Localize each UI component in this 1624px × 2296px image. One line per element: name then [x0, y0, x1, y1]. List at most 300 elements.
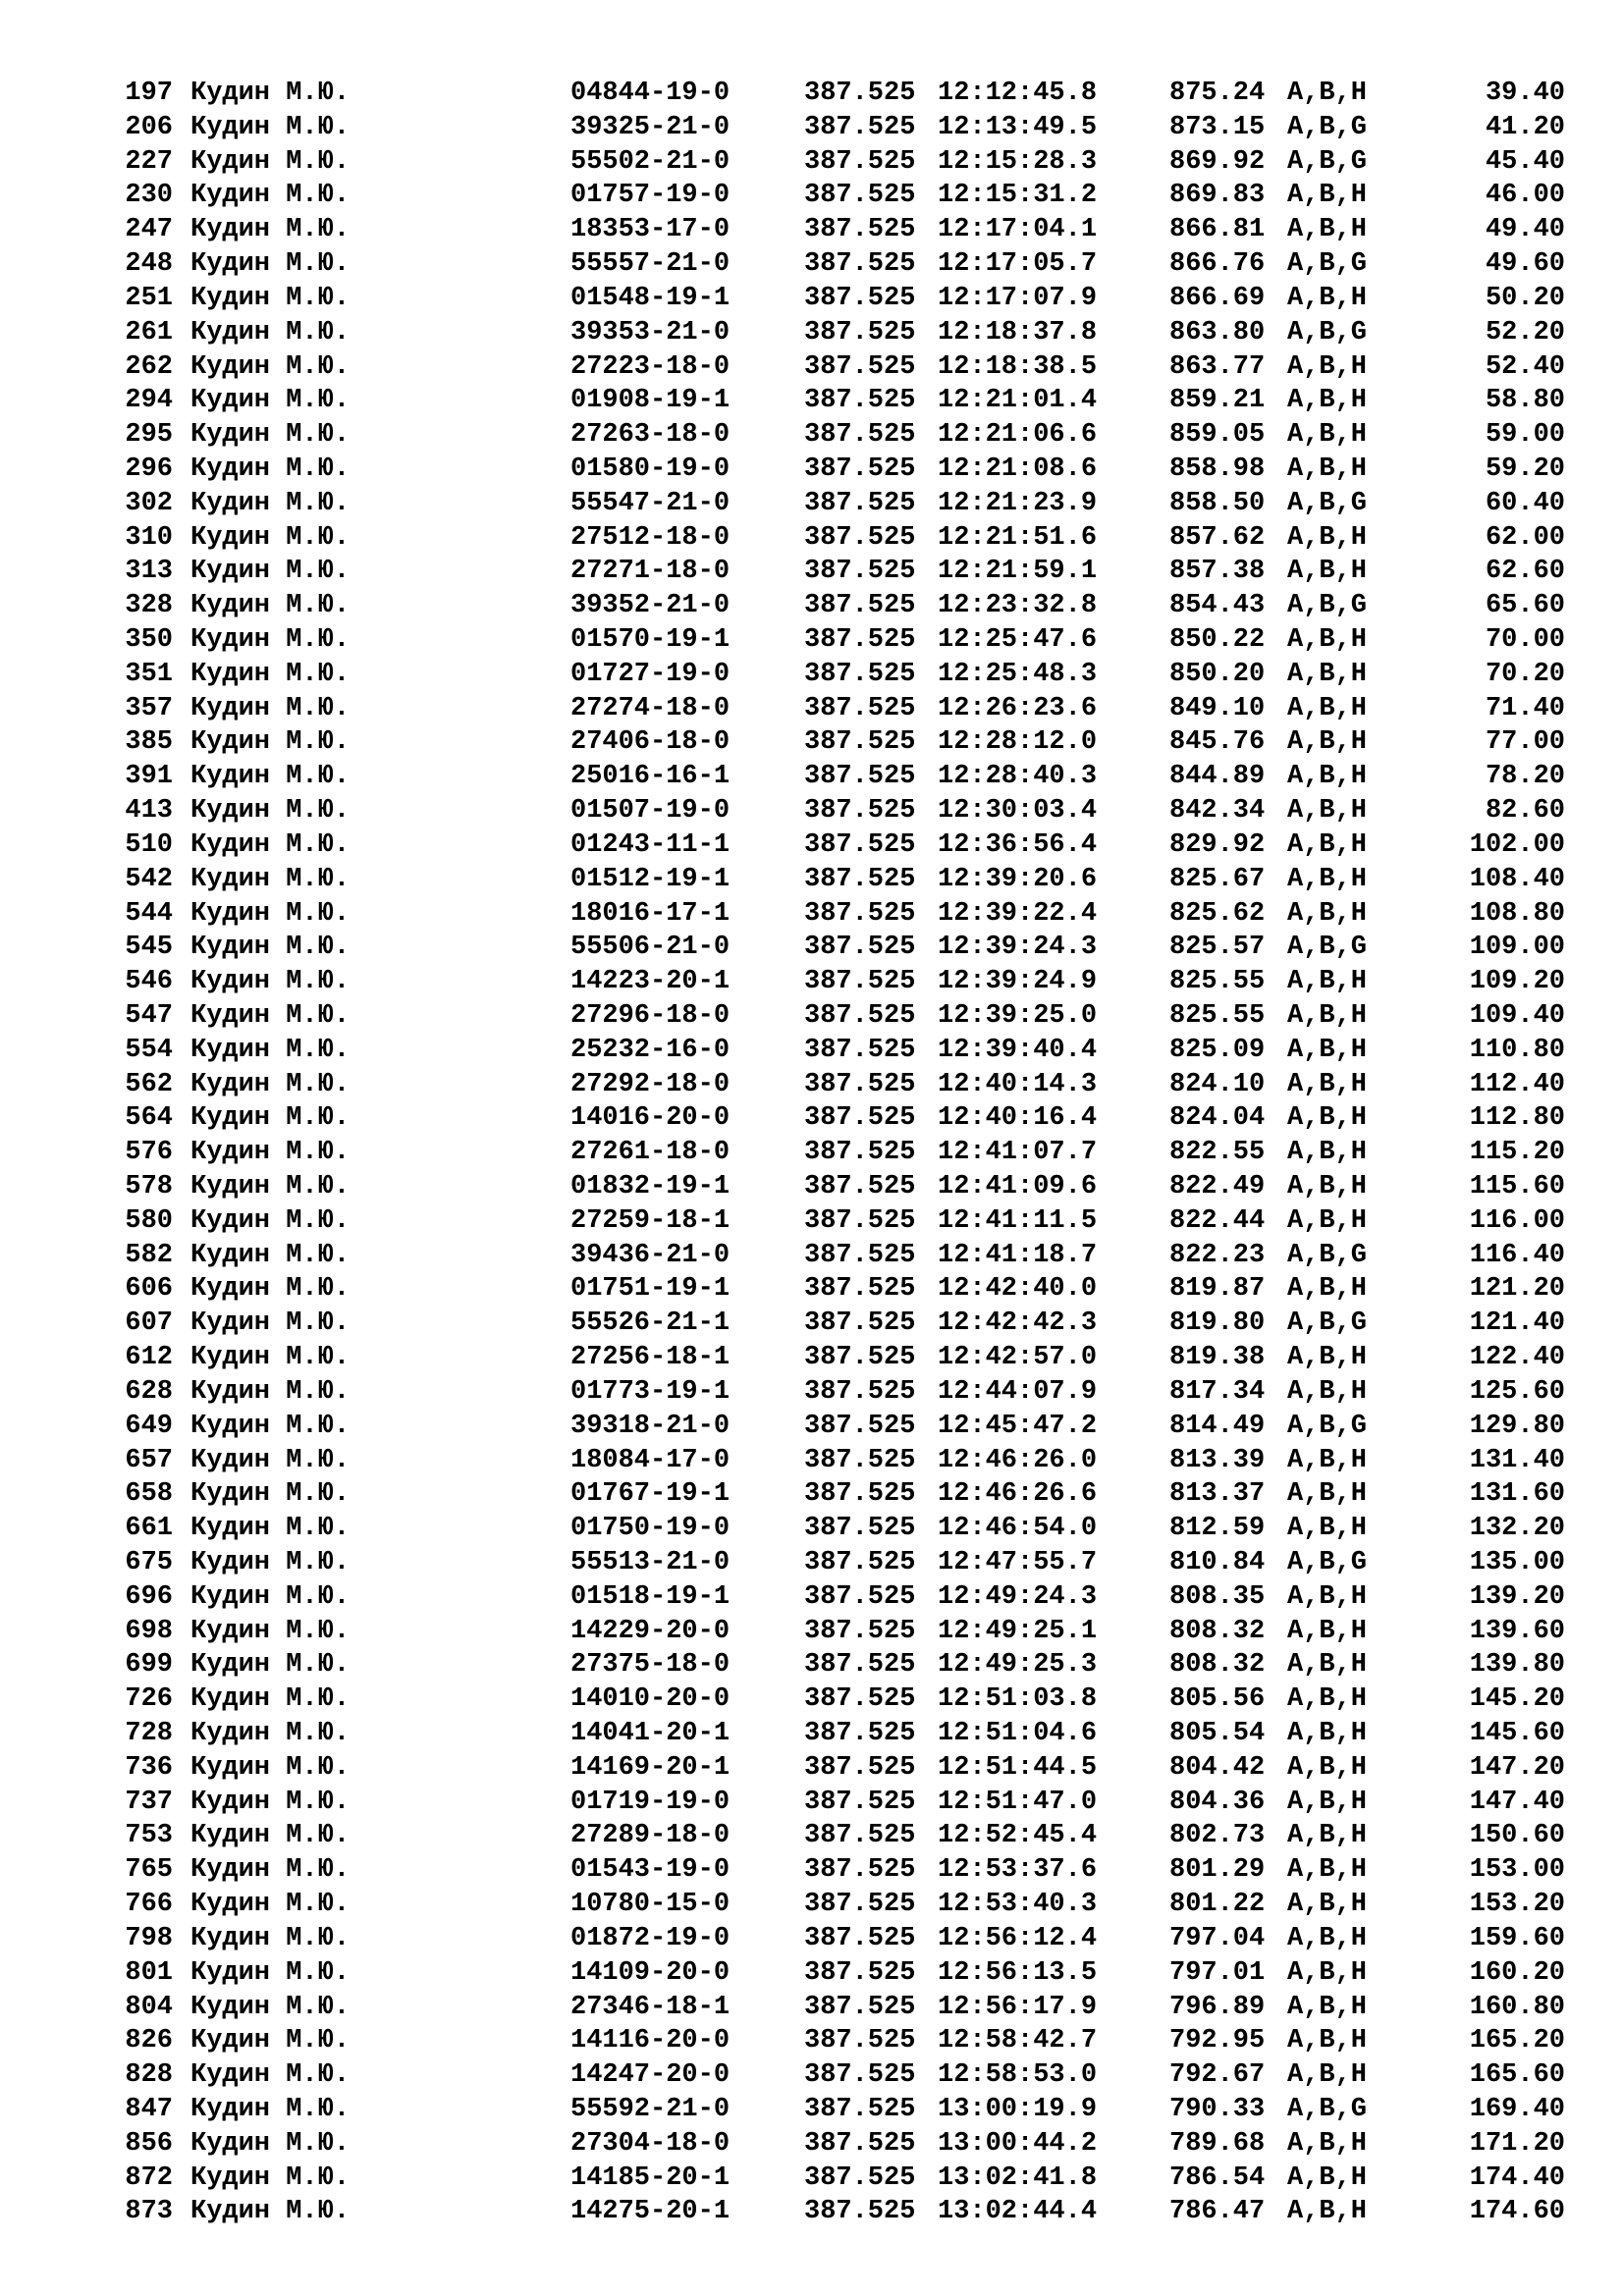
ring-id: 25016-16-1 [570, 762, 731, 792]
table-row [0, 1101, 1624, 1136]
distance-value: 387.525 [804, 1205, 916, 1236]
category-codes: A,B,H [1287, 1445, 1368, 1475]
category-codes: A,B,H [1287, 283, 1368, 313]
table-row [0, 2127, 1624, 2162]
arrival-time: 12:15:31.2 [938, 181, 1098, 211]
points-value: 71.40 [1485, 693, 1565, 723]
distance-value: 387.525 [804, 181, 916, 211]
points-value: 139.80 [1469, 1650, 1565, 1681]
ring-id: 27289-18-0 [570, 1821, 731, 1851]
category-codes: A,B,H [1287, 1752, 1368, 1783]
table-row [0, 1717, 1624, 1751]
participant-name: Кудин М.Ю. [190, 1000, 351, 1031]
row-number: 294 [125, 386, 173, 416]
points-value: 174.40 [1469, 2163, 1565, 2193]
table-row [0, 555, 1624, 589]
points-value: 108.80 [1469, 898, 1565, 929]
arrival-time: 12:56:12.4 [938, 1923, 1098, 1953]
row-number: 542 [125, 864, 173, 894]
row-number: 765 [125, 1855, 173, 1886]
arrival-time: 12:52:45.4 [938, 1821, 1098, 1851]
participant-name: Кудин М.Ю. [190, 1752, 351, 1783]
table-row [0, 589, 1624, 623]
ring-id: 14010-20-0 [570, 1684, 731, 1715]
table-row [0, 623, 1624, 658]
points-value: 147.40 [1469, 1787, 1565, 1817]
distance-value: 387.525 [804, 1581, 916, 1612]
table-row [0, 999, 1624, 1034]
distance-value: 387.525 [804, 727, 916, 758]
table-row [0, 1648, 1624, 1682]
arrival-time: 12:58:53.0 [938, 2060, 1098, 2091]
table-row [0, 453, 1624, 487]
distance-value: 387.525 [804, 1479, 916, 1510]
points-value: 122.40 [1469, 1343, 1565, 1373]
category-codes: A,B,H [1287, 557, 1368, 587]
table-row [0, 1956, 1624, 1991]
speed-value: 797.01 [1169, 1957, 1266, 1988]
arrival-time: 12:40:16.4 [938, 1103, 1098, 1134]
row-number: 310 [125, 522, 173, 553]
category-codes: A,B,G [1287, 1240, 1368, 1270]
distance-value: 387.525 [804, 796, 916, 827]
row-number: 546 [125, 967, 173, 997]
ring-id: 01908-19-1 [570, 386, 731, 416]
ring-id: 27261-18-0 [570, 1138, 731, 1168]
category-codes: A,B,H [1287, 215, 1368, 245]
participant-name: Кудин М.Ю. [190, 146, 351, 177]
participant-name: Кудин М.Ю. [190, 727, 351, 758]
arrival-time: 12:39:24.3 [938, 933, 1098, 963]
points-value: 153.00 [1469, 1855, 1565, 1886]
distance-value: 387.525 [804, 1821, 916, 1851]
arrival-time: 12:13:49.5 [938, 112, 1098, 142]
table-row [0, 1170, 1624, 1204]
table-row [0, 2024, 1624, 2058]
speed-value: 805.56 [1169, 1684, 1266, 1715]
category-codes: A,B,H [1287, 1103, 1368, 1134]
points-value: 125.60 [1469, 1376, 1565, 1407]
distance-value: 387.525 [804, 1376, 916, 1407]
points-value: 62.60 [1485, 557, 1565, 587]
points-value: 46.00 [1485, 181, 1565, 211]
points-value: 116.00 [1469, 1205, 1565, 1236]
category-codes: A,B,H [1287, 1069, 1368, 1099]
distance-value: 387.525 [804, 1923, 916, 1953]
arrival-time: 12:49:25.1 [938, 1616, 1098, 1646]
ring-id: 01832-19-1 [570, 1172, 731, 1201]
table-row [0, 1786, 1624, 1820]
distance-value: 387.525 [804, 829, 916, 860]
participant-name: Кудин М.Ю. [190, 420, 351, 451]
row-number: 607 [125, 1308, 173, 1339]
ring-id: 55557-21-0 [570, 249, 731, 280]
row-number: 578 [125, 1172, 173, 1201]
speed-value: 863.80 [1169, 317, 1266, 347]
arrival-time: 12:51:03.8 [938, 1684, 1098, 1715]
ring-id: 18016-17-1 [570, 898, 731, 929]
arrival-time: 12:51:44.5 [938, 1752, 1098, 1783]
category-codes: A,B,H [1287, 967, 1368, 997]
points-value: 150.60 [1469, 1821, 1565, 1851]
table-row [0, 1477, 1624, 1512]
ring-id: 27223-18-0 [570, 351, 731, 382]
participant-name: Кудин М.Ю. [190, 215, 351, 245]
distance-value: 387.525 [804, 1308, 916, 1339]
points-value: 62.00 [1485, 522, 1565, 553]
arrival-time: 13:02:41.8 [938, 2163, 1098, 2193]
arrival-time: 12:21:59.1 [938, 557, 1098, 587]
category-codes: A,B,H [1287, 1479, 1368, 1510]
arrival-time: 12:44:07.9 [938, 1376, 1098, 1407]
speed-value: 808.32 [1169, 1650, 1266, 1681]
ring-id: 55592-21-0 [570, 2094, 731, 2124]
table-row [0, 863, 1624, 897]
distance-value: 387.525 [804, 488, 916, 518]
speed-value: 824.10 [1169, 1069, 1266, 1099]
points-value: 174.60 [1469, 2197, 1565, 2227]
ring-id: 27274-18-0 [570, 693, 731, 723]
arrival-time: 12:18:37.8 [938, 317, 1098, 347]
table-row [0, 658, 1624, 692]
row-number: 302 [125, 488, 173, 518]
row-number: 357 [125, 693, 173, 723]
participant-name: Кудин М.Ю. [190, 864, 351, 894]
category-codes: A,B,H [1287, 659, 1368, 689]
distance-value: 387.525 [804, 2060, 916, 2091]
ring-id: 01512-19-1 [570, 864, 731, 894]
table-row [0, 77, 1624, 111]
distance-value: 387.525 [804, 1752, 916, 1783]
table-row [0, 2162, 1624, 2196]
ring-id: 01243-11-1 [570, 829, 731, 860]
arrival-time: 12:45:47.2 [938, 1411, 1098, 1441]
row-number: 726 [125, 1684, 173, 1715]
participant-name: Кудин М.Ю. [190, 249, 351, 280]
points-value: 121.40 [1469, 1308, 1565, 1339]
speed-value: 825.62 [1169, 898, 1266, 929]
row-number: 696 [125, 1581, 173, 1612]
participant-name: Кудин М.Ю. [190, 1205, 351, 1236]
arrival-time: 12:42:42.3 [938, 1308, 1098, 1339]
table-row [0, 1239, 1624, 1273]
row-number: 545 [125, 933, 173, 963]
speed-value: 844.89 [1169, 762, 1266, 792]
participant-name: Кудин М.Ю. [190, 2094, 351, 2124]
category-codes: A,B,G [1287, 1308, 1368, 1339]
arrival-time: 12:21:51.6 [938, 522, 1098, 553]
ring-id: 14016-20-0 [570, 1103, 731, 1134]
speed-value: 812.59 [1169, 1514, 1266, 1544]
arrival-time: 12:30:03.4 [938, 796, 1098, 827]
points-value: 131.40 [1469, 1445, 1565, 1475]
speed-value: 822.44 [1169, 1205, 1266, 1236]
category-codes: A,B,H [1287, 522, 1368, 553]
speed-value: 786.47 [1169, 2197, 1266, 2227]
arrival-time: 12:28:12.0 [938, 727, 1098, 758]
ring-id: 27346-18-1 [570, 1992, 731, 2022]
table-row [0, 1991, 1624, 2025]
participant-name: Кудин М.Ю. [190, 454, 351, 484]
speed-value: 817.34 [1169, 1376, 1266, 1407]
row-number: 350 [125, 625, 173, 655]
participant-name: Кудин М.Ю. [190, 1821, 351, 1851]
participant-name: Кудин М.Ю. [190, 2060, 351, 2091]
table-row [0, 828, 1624, 863]
category-codes: A,B,G [1287, 933, 1368, 963]
arrival-time: 12:26:23.6 [938, 693, 1098, 723]
category-codes: A,B,H [1287, 1205, 1368, 1236]
participant-name: Кудин М.Ю. [190, 1308, 351, 1339]
participant-name: Кудин М.Ю. [190, 1547, 351, 1577]
points-value: 41.20 [1485, 112, 1565, 142]
row-number: 612 [125, 1343, 173, 1373]
distance-value: 387.525 [804, 762, 916, 792]
arrival-time: 12:51:47.0 [938, 1787, 1098, 1817]
participant-name: Кудин М.Ю. [190, 1138, 351, 1168]
distance-value: 387.525 [804, 1616, 916, 1646]
distance-value: 387.525 [804, 1650, 916, 1681]
points-value: 50.20 [1485, 283, 1565, 313]
row-number: 248 [125, 249, 173, 280]
ring-id: 14275-20-1 [570, 2197, 731, 2227]
speed-value: 859.21 [1169, 386, 1266, 416]
arrival-time: 12:42:57.0 [938, 1343, 1098, 1373]
points-value: 139.20 [1469, 1581, 1565, 1612]
row-number: 296 [125, 454, 173, 484]
participant-name: Кудин М.Ю. [190, 829, 351, 860]
participant-name: Кудин М.Ю. [190, 933, 351, 963]
ring-id: 18353-17-0 [570, 215, 731, 245]
ring-id: 01507-19-0 [570, 796, 731, 827]
speed-value: 819.38 [1169, 1343, 1266, 1373]
table-row [0, 760, 1624, 794]
points-value: 70.00 [1485, 625, 1565, 655]
speed-value: 845.76 [1169, 727, 1266, 758]
ring-id: 10780-15-0 [570, 1890, 731, 1920]
ring-id: 39318-21-0 [570, 1411, 731, 1441]
table-row [0, 897, 1624, 932]
category-codes: A,B,H [1287, 1343, 1368, 1373]
row-number: 230 [125, 181, 173, 211]
row-number: 804 [125, 1992, 173, 2022]
category-codes: A,B,H [1287, 898, 1368, 929]
category-codes: A,B,H [1287, 79, 1368, 108]
speed-value: 825.67 [1169, 864, 1266, 894]
ring-id: 27375-18-0 [570, 1650, 731, 1681]
ring-id: 01757-19-0 [570, 181, 731, 211]
row-number: 313 [125, 557, 173, 587]
arrival-time: 12:25:48.3 [938, 659, 1098, 689]
points-value: 165.20 [1469, 2026, 1565, 2056]
table-row [0, 179, 1624, 213]
row-number: 872 [125, 2163, 173, 2193]
participant-name: Кудин М.Ю. [190, 1445, 351, 1475]
distance-value: 387.525 [804, 351, 916, 382]
speed-value: 801.29 [1169, 1855, 1266, 1886]
participant-name: Кудин М.Ю. [190, 796, 351, 827]
participant-name: Кудин М.Ю. [190, 1376, 351, 1407]
points-value: 129.80 [1469, 1411, 1565, 1441]
participant-name: Кудин М.Ю. [190, 522, 351, 553]
points-value: 171.20 [1469, 2128, 1565, 2159]
speed-value: 858.50 [1169, 488, 1266, 518]
arrival-time: 13:00:19.9 [938, 2094, 1098, 2124]
ring-id: 55506-21-0 [570, 933, 731, 963]
speed-value: 819.80 [1169, 1308, 1266, 1339]
table-row [0, 1888, 1624, 1922]
row-number: 737 [125, 1787, 173, 1817]
ring-id: 14223-20-1 [570, 967, 731, 997]
speed-value: 810.84 [1169, 1547, 1266, 1577]
ring-id: 55526-21-1 [570, 1308, 731, 1339]
speed-value: 850.20 [1169, 659, 1266, 689]
speed-value: 859.05 [1169, 420, 1266, 451]
category-codes: A,B,H [1287, 1855, 1368, 1886]
category-codes: A,B,G [1287, 112, 1368, 142]
ring-id: 01727-19-0 [570, 659, 731, 689]
ring-id: 25232-16-0 [570, 1035, 731, 1065]
ring-id: 27263-18-0 [570, 420, 731, 451]
table-row [0, 1853, 1624, 1888]
category-codes: A,B,H [1287, 1957, 1368, 1988]
participant-name: Кудин М.Ю. [190, 1650, 351, 1681]
ring-id: 01751-19-1 [570, 1274, 731, 1305]
participant-name: Кудин М.Ю. [190, 386, 351, 416]
participant-name: Кудин М.Ю. [190, 2128, 351, 2159]
speed-value: 789.68 [1169, 2128, 1266, 2159]
distance-value: 387.525 [804, 2094, 916, 2124]
points-value: 82.60 [1485, 796, 1565, 827]
arrival-time: 12:17:07.9 [938, 283, 1098, 313]
arrival-time: 13:02:44.4 [938, 2197, 1098, 2227]
arrival-time: 12:53:37.6 [938, 1855, 1098, 1886]
arrival-time: 12:41:09.6 [938, 1172, 1098, 1201]
speed-value: 857.38 [1169, 557, 1266, 587]
distance-value: 387.525 [804, 1445, 916, 1475]
row-number: 247 [125, 215, 173, 245]
row-number: 251 [125, 283, 173, 313]
category-codes: A,B,H [1287, 420, 1368, 451]
row-number: 576 [125, 1138, 173, 1168]
arrival-time: 12:39:40.4 [938, 1035, 1098, 1065]
ring-id: 14041-20-1 [570, 1719, 731, 1748]
ring-id: 18084-17-0 [570, 1445, 731, 1475]
points-value: 153.20 [1469, 1890, 1565, 1920]
table-row [0, 1204, 1624, 1239]
category-codes: A,B,H [1287, 2060, 1368, 2091]
ring-id: 27271-18-0 [570, 557, 731, 587]
speed-value: 863.77 [1169, 351, 1266, 382]
arrival-time: 12:46:26.6 [938, 1479, 1098, 1510]
points-value: 78.20 [1485, 762, 1565, 792]
speed-value: 802.73 [1169, 1821, 1266, 1851]
participant-name: Кудин М.Ю. [190, 557, 351, 587]
participant-name: Кудин М.Ю. [190, 1719, 351, 1748]
row-number: 649 [125, 1411, 173, 1441]
participant-name: Кудин М.Ю. [190, 1514, 351, 1544]
distance-value: 387.525 [804, 693, 916, 723]
speed-value: 790.33 [1169, 2094, 1266, 2124]
category-codes: A,B,G [1287, 591, 1368, 621]
speed-value: 813.39 [1169, 1445, 1266, 1475]
ring-id: 01872-19-0 [570, 1923, 731, 1953]
distance-value: 387.525 [804, 1684, 916, 1715]
points-value: 65.60 [1485, 591, 1565, 621]
table-row [0, 1307, 1624, 1341]
category-codes: A,B,H [1287, 351, 1368, 382]
distance-value: 387.525 [804, 112, 916, 142]
table-row [0, 145, 1624, 180]
table-row [0, 931, 1624, 965]
arrival-time: 12:46:54.0 [938, 1514, 1098, 1544]
arrival-time: 12:25:47.6 [938, 625, 1098, 655]
points-value: 109.40 [1469, 1000, 1565, 1031]
row-number: 544 [125, 898, 173, 929]
participant-name: Кудин М.Ю. [190, 351, 351, 382]
row-number: 328 [125, 591, 173, 621]
points-value: 59.20 [1485, 454, 1565, 484]
speed-value: 850.22 [1169, 625, 1266, 655]
table-row [0, 965, 1624, 999]
participant-name: Кудин М.Ю. [190, 488, 351, 518]
participant-name: Кудин М.Ю. [190, 1035, 351, 1065]
row-number: 606 [125, 1274, 173, 1305]
arrival-time: 12:28:40.3 [938, 762, 1098, 792]
distance-value: 387.525 [804, 249, 916, 280]
ring-id: 01719-19-0 [570, 1787, 731, 1817]
participant-name: Кудин М.Ю. [190, 283, 351, 313]
row-number: 413 [125, 796, 173, 827]
ring-id: 01543-19-0 [570, 1855, 731, 1886]
row-number: 736 [125, 1752, 173, 1783]
speed-value: 857.62 [1169, 522, 1266, 553]
table-row [0, 1922, 1624, 1956]
category-codes: A,B,H [1287, 181, 1368, 211]
row-number: 580 [125, 1205, 173, 1236]
speed-value: 808.32 [1169, 1616, 1266, 1646]
speed-value: 792.67 [1169, 2060, 1266, 2091]
points-value: 59.00 [1485, 420, 1565, 451]
row-number: 351 [125, 659, 173, 689]
row-number: 675 [125, 1547, 173, 1577]
row-number: 856 [125, 2128, 173, 2159]
arrival-time: 12:21:01.4 [938, 386, 1098, 416]
distance-value: 387.525 [804, 2128, 916, 2159]
table-row [0, 1341, 1624, 1375]
category-codes: A,B,H [1287, 1616, 1368, 1646]
participant-name: Кудин М.Ю. [190, 898, 351, 929]
category-codes: A,B,H [1287, 625, 1368, 655]
arrival-time: 12:46:26.0 [938, 1445, 1098, 1475]
category-codes: A,B,H [1287, 1923, 1368, 1953]
ring-id: 39352-21-0 [570, 591, 731, 621]
arrival-time: 12:39:22.4 [938, 898, 1098, 929]
category-codes: A,B,G [1287, 146, 1368, 177]
category-codes: A,B,H [1287, 1138, 1368, 1168]
row-number: 554 [125, 1035, 173, 1065]
category-codes: A,B,H [1287, 1787, 1368, 1817]
row-number: 657 [125, 1445, 173, 1475]
row-number: 510 [125, 829, 173, 860]
arrival-time: 12:17:05.7 [938, 249, 1098, 280]
row-number: 801 [125, 1957, 173, 1988]
points-value: 131.60 [1469, 1479, 1565, 1510]
table-row [0, 1444, 1624, 1478]
distance-value: 387.525 [804, 557, 916, 587]
category-codes: A,B,H [1287, 2197, 1368, 2227]
distance-value: 387.525 [804, 420, 916, 451]
